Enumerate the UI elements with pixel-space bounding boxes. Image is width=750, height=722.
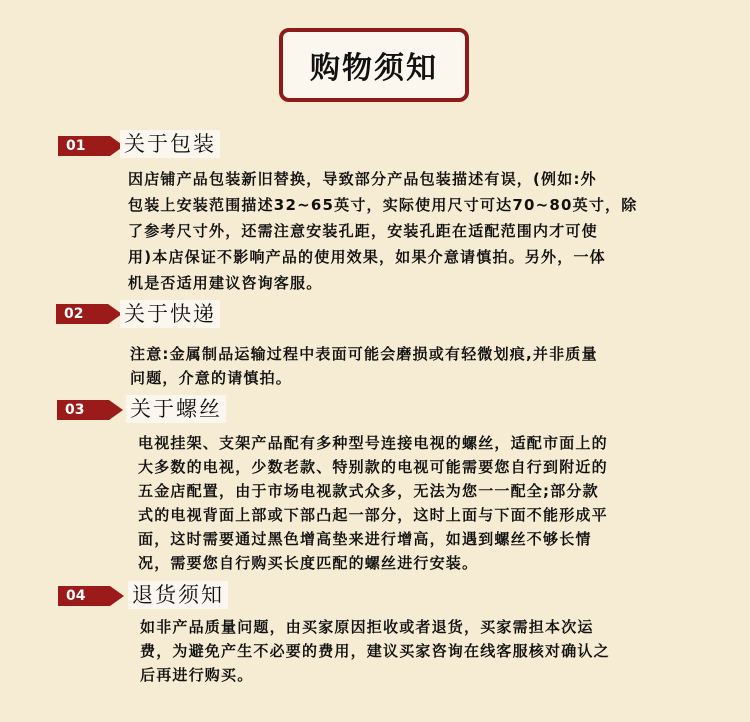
text-line: 因店铺产品包装新旧替换，导致部分产品包装描述有误，(例如:外 (128, 170, 597, 188)
section-number: 04 (58, 586, 110, 606)
text-line: 问题，介意的请慎拍。 (130, 369, 293, 387)
text-line: 五金店配置，由于市场电视款式众多，无法为您一一配全;部分款 (138, 482, 599, 500)
text-line: 电视挂架、支架产品配有多种型号连接电视的螺丝，适配市面上的 (138, 434, 608, 452)
text-line: 包装上安装范围描述32~65英寸，实际使用尺寸可达70~80英寸，除 (128, 196, 638, 214)
section-body (130, 342, 598, 390)
section-heading: 关于快递 (120, 300, 220, 328)
section-body (138, 431, 608, 575)
page-title: 购物须知 (279, 28, 469, 102)
section-heading: 退货须知 (128, 581, 228, 609)
text-line: 了参考尺寸外，还需注意安装孔距，安装孔距在适配范围内才可使 (128, 222, 598, 240)
text-line: 注意:金属制品运输过程中表面可能会磨损或有轻微划痕,并非质量 (130, 345, 598, 363)
section-number: 03 (57, 400, 109, 420)
text-line: 式的电视背面上部或下部凸起一部分，这时上面与下面不能形成平 (138, 506, 608, 524)
text-line: 机是否适用建议咨询客服。 (128, 274, 323, 292)
text-line: 后再进行购买。 (140, 666, 254, 684)
section-body (128, 166, 637, 296)
section-number: 02 (56, 304, 108, 324)
text-line: 如非产品质量问题，由买家原因拒收或者退货，买家需担本次运 (140, 618, 594, 636)
text-line: 面，这时需要通过黑色增高垫来进行增高，如遇到螺丝不够长情 (138, 530, 592, 548)
section-heading: 关于螺丝 (126, 395, 226, 423)
section-body (140, 615, 610, 687)
section-heading: 关于包装 (120, 130, 220, 158)
text-line: 大多数的电视，少数老款、特别款的电视可能需要您自行到附近的 (138, 458, 608, 476)
section-number: 01 (58, 136, 110, 156)
text-line: 况，需要您自行购买长度匹配的螺丝进行安装。 (138, 554, 479, 572)
text-line: 费，为避免产生不必要的费用，建议买家咨询在线客服核对确认之 (140, 642, 610, 660)
text-line: 用)本店保证不影响产品的使用效果，如果介意请慎拍。另外，一体 (128, 248, 606, 266)
